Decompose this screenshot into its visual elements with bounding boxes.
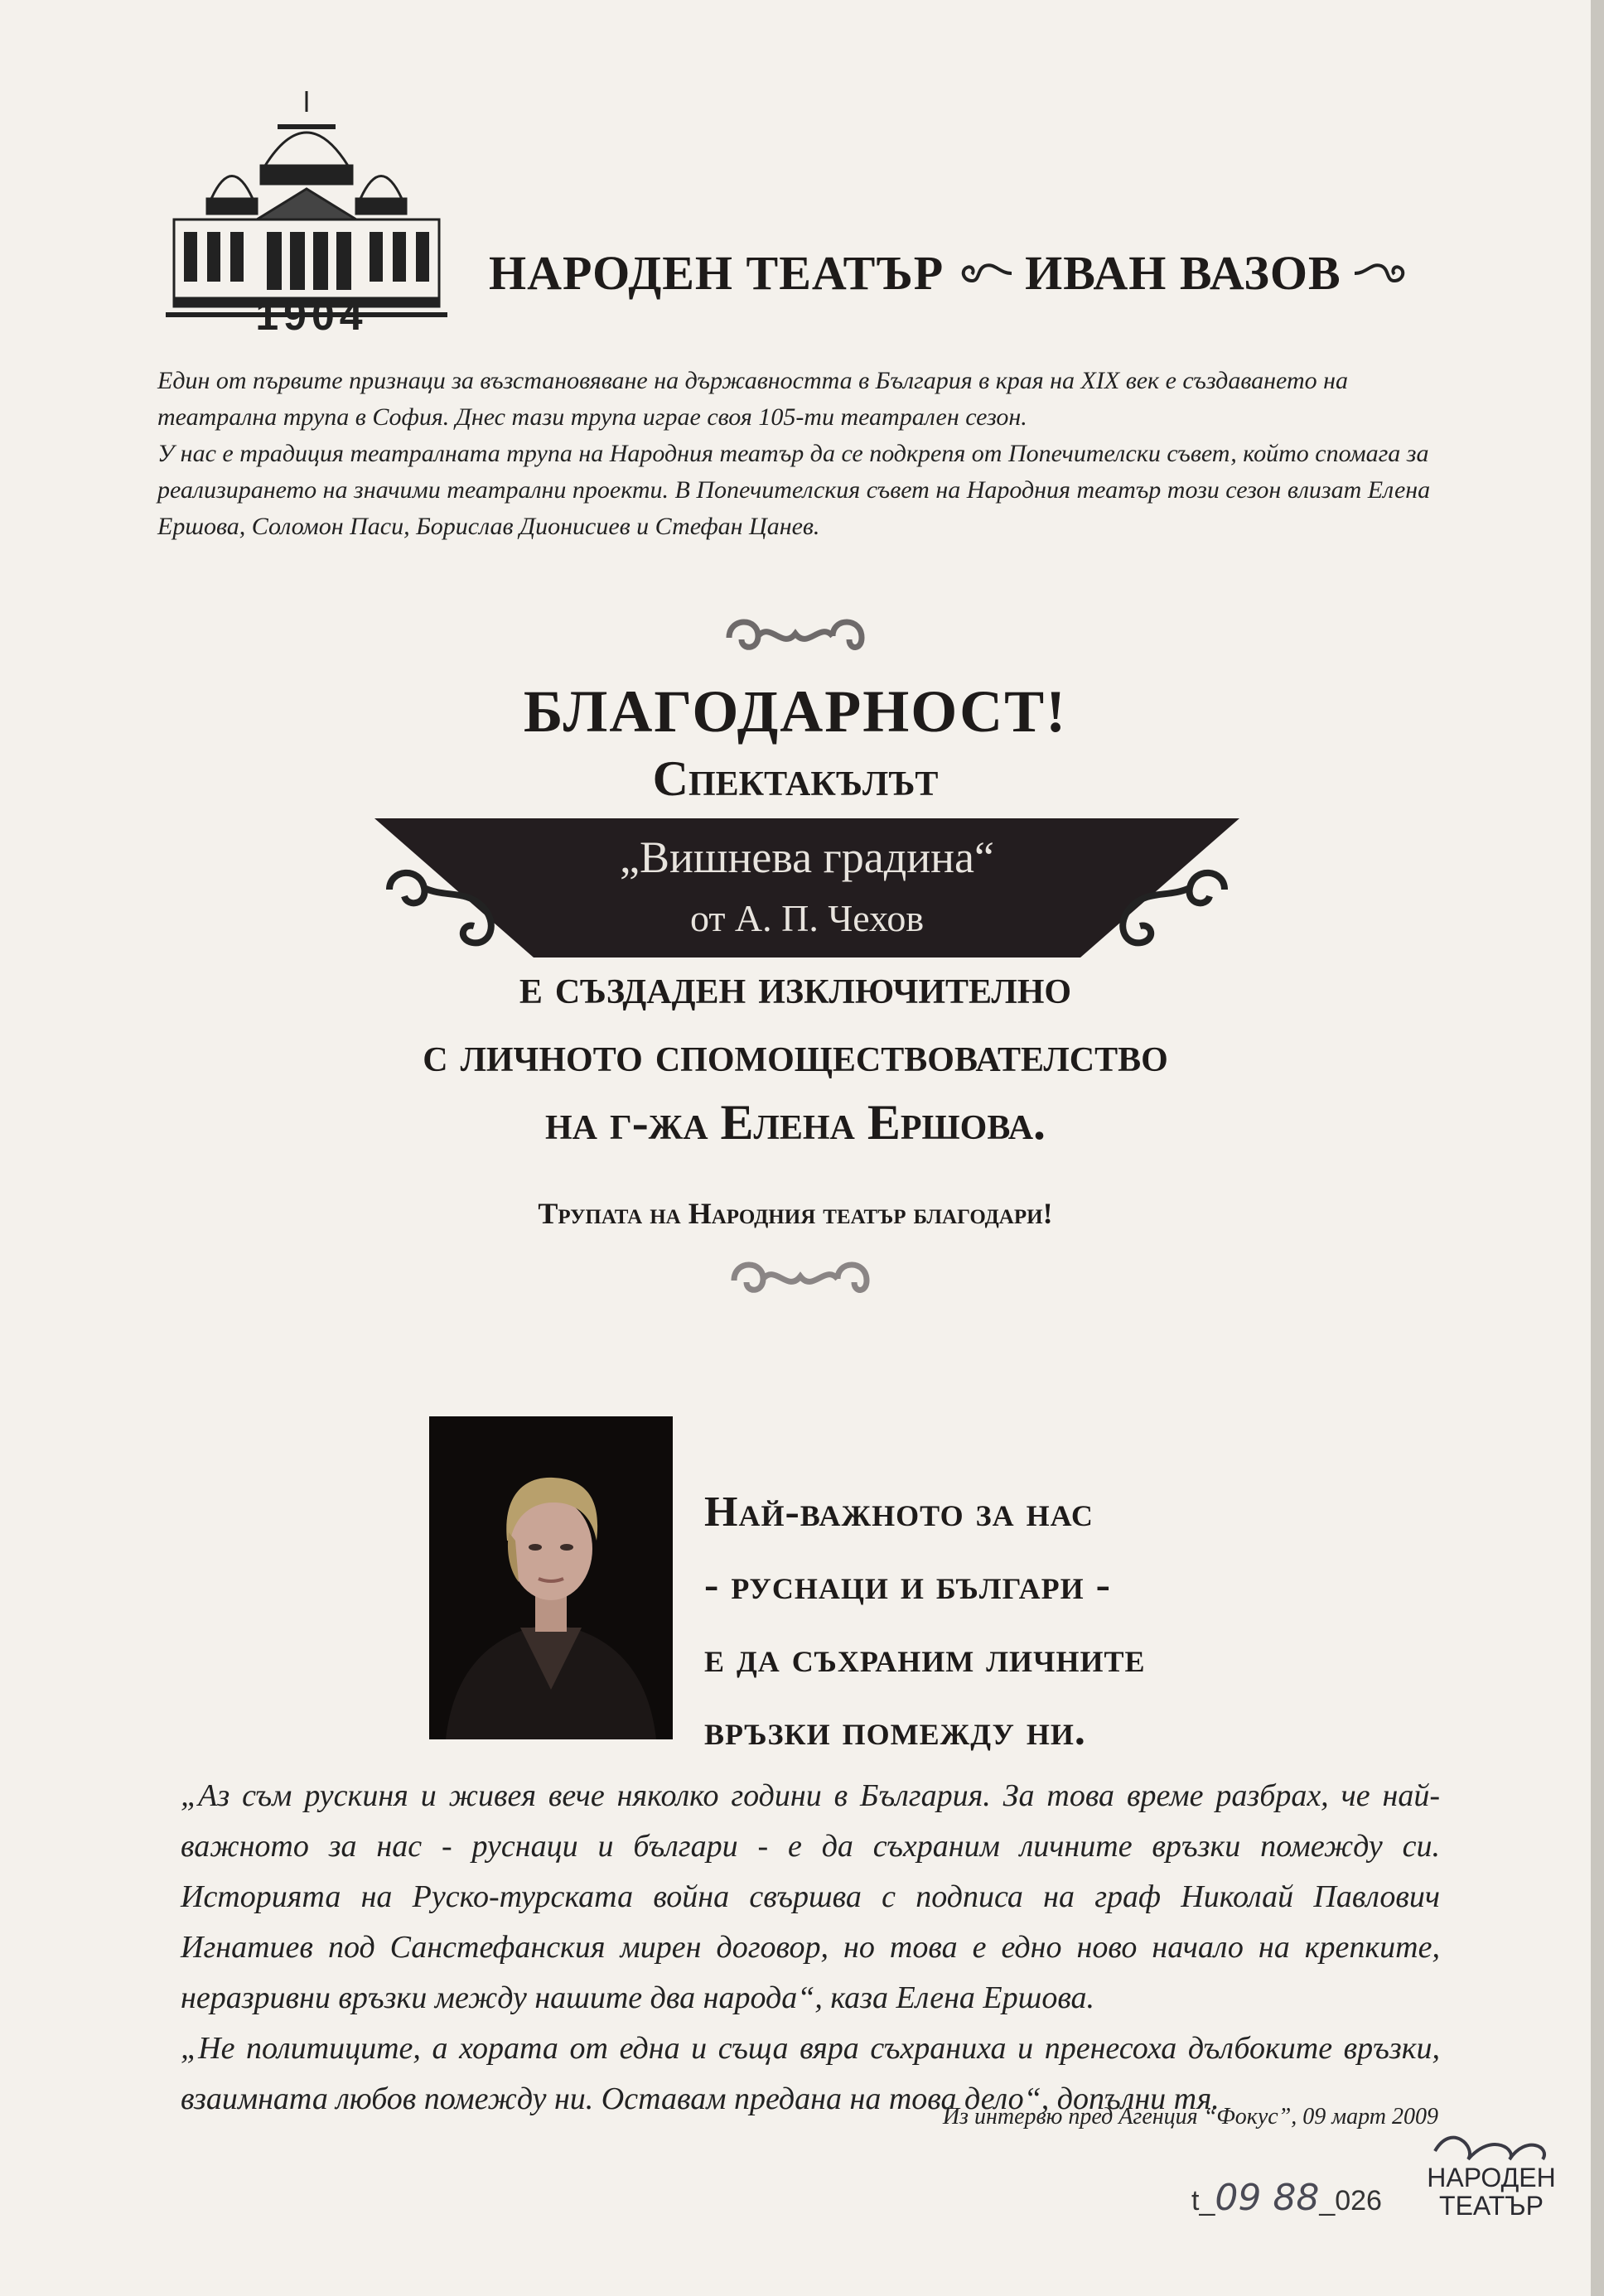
- intro-paragraph-2: У нас е традиция театралната трупа на Народния театър да се подкрепя от Попечителски съвет, който спомага за реализирането на значими театрални проекти. В Попечителския съвет на Народния театър този сезон влизат Елена Ершова, Соломон Паси, Борислав Дионисиев и Стефан Цанев.: [157, 440, 1431, 540]
- spectacle-label: Спектакълът: [652, 751, 939, 806]
- logo-year: 1904: [255, 292, 368, 339]
- quote-paragraph-2: „Не политиците, а хората от една и съща вяра съхраниха и пренесоха дълбоките връзки, взаимната любов помежду ни. Оставам предана на това дело“, допълни тя.: [181, 2031, 1440, 2116]
- archive-code-suffix: _026: [1319, 2185, 1382, 2216]
- swirl-right-icon: [1351, 259, 1413, 287]
- thanks-title: БЛАГОДАРНОСТ!: [523, 678, 1068, 745]
- swirl-left-icon: [954, 259, 1015, 287]
- theater-name: [489, 245, 1442, 301]
- archive-code-prefix: t_: [1191, 2185, 1215, 2216]
- thanks-body: [0, 953, 1591, 1156]
- archive-code: [1191, 2177, 1382, 2219]
- scroll-ornament-icon: [713, 605, 878, 663]
- headline: [704, 1476, 1450, 1768]
- thanks-body-line-2: с личното спомоществователство: [423, 1027, 1168, 1082]
- troupe-thanks: Трупата на Народния театър благодари!: [538, 1197, 1053, 1230]
- thanks-body-line-3: на г-жа Елена Ершова.: [544, 1095, 1046, 1150]
- theater-name-suffix: ИВАН ВАЗОВ: [1025, 246, 1341, 300]
- thanks-body-line-1: е създаден изключително: [519, 959, 1072, 1014]
- headline-line-1: Най-важното за нас: [704, 1488, 1094, 1536]
- portrait-photo: [429, 1416, 673, 1739]
- archive-stamp: [1408, 2163, 1574, 2220]
- archive-code-handwritten: 09 88: [1215, 2177, 1320, 2219]
- play-author: от А. П. Чехов: [689, 897, 925, 939]
- quote-source: Из интервю пред Агенция “Фокус”, 09 март 2009: [942, 2104, 1438, 2130]
- headline-line-2: - руснаци и българи -: [704, 1561, 1111, 1609]
- headline-line-4: връзки помежду ни.: [704, 1707, 1086, 1754]
- portrait-figure-icon: [429, 1416, 673, 1739]
- scroll-ornament-left-icon: [374, 856, 532, 956]
- stamp-line-2: ТЕАТЪР: [1439, 2191, 1544, 2221]
- play-title: „Вишнева градина“: [620, 832, 994, 882]
- intro-paragraph-1: Един от първите признаци за възстановяване на държавността в България в края на XIX век е създаването на театрална трупа в София. Днес тази трупа играе своя 105-ти театрален сезон.: [157, 367, 1349, 431]
- quote-text: [181, 1771, 1440, 2125]
- scroll-ornament-right-icon: [1082, 856, 1239, 956]
- page-edge: [1591, 0, 1604, 2296]
- quote-paragraph-1: „Аз съм рускиня и живея вече няколко години в България. За това време разбрах, че най-важното за нас - руснаци и българи - е да съхраним личните връзки помежду си. Историята на Руско-турската война свършва с подписа на граф Николай Павлович Игнатиев под Санстефанския мирен договор, но това е едно ново начало на крепките, неразривни връзки между нашите два народа“, каза Елена Ершова.: [181, 1778, 1440, 2015]
- intro-text: [157, 363, 1433, 545]
- headline-line-3: е да съхраним личните: [704, 1634, 1146, 1681]
- stamp-line-1: НАРОДЕН: [1427, 2163, 1556, 2192]
- theater-name-main: НАРОДЕН ТЕАТЪР: [489, 246, 945, 300]
- scroll-ornament-bottom-icon: [717, 1247, 883, 1305]
